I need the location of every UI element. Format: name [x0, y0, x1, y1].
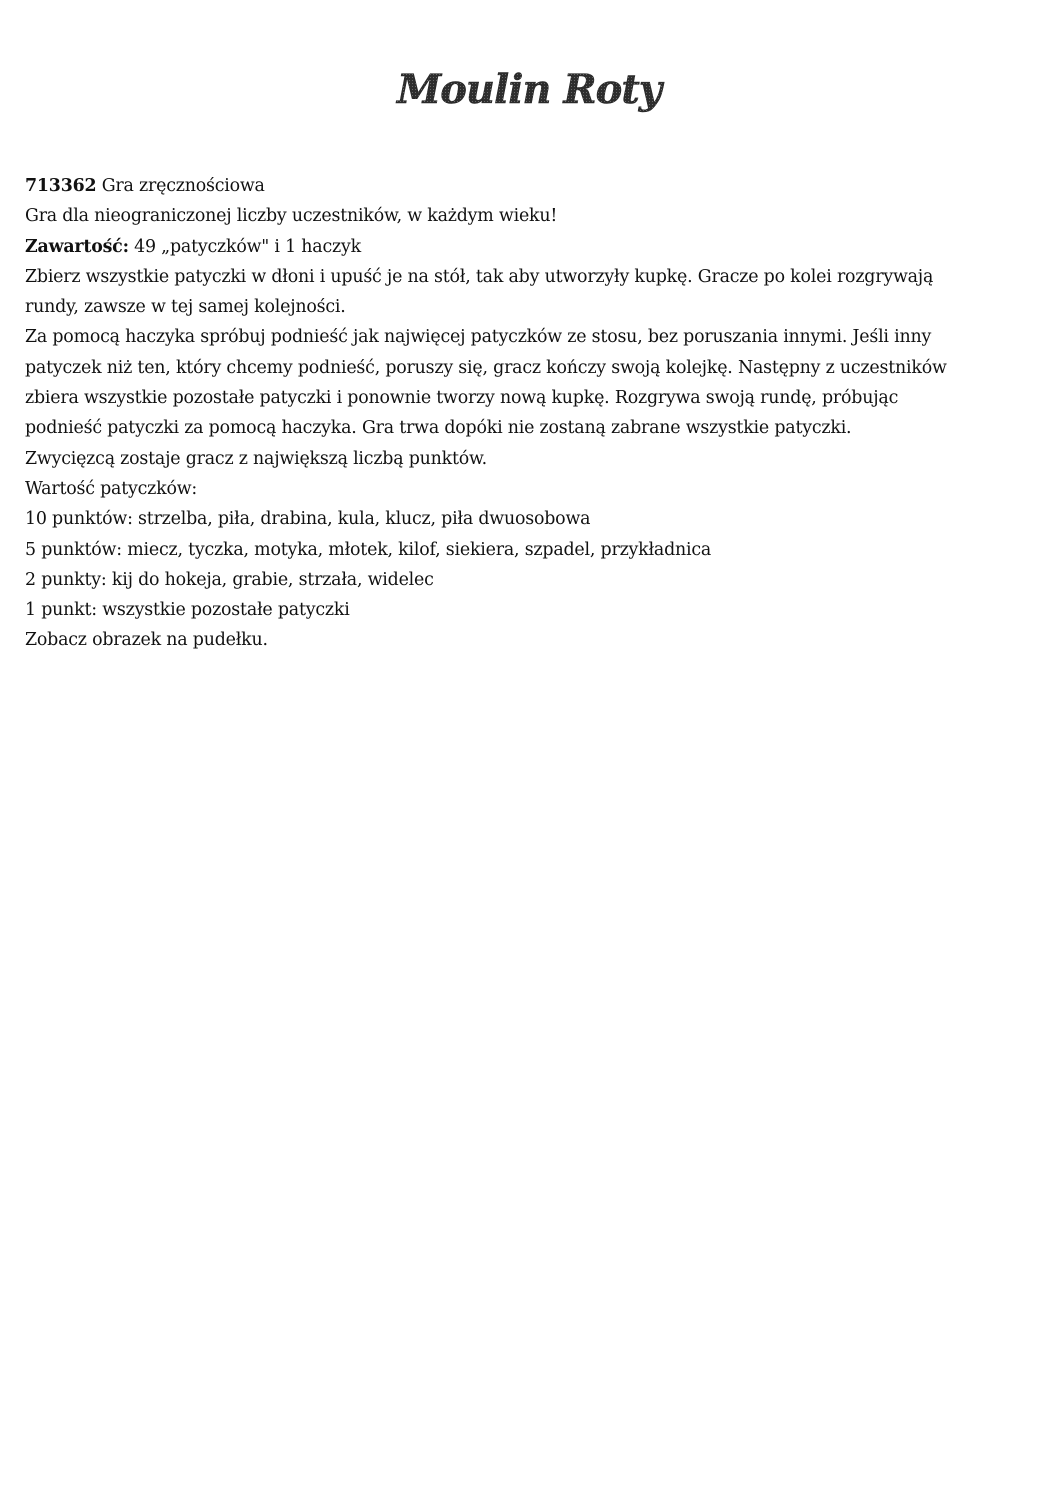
rules-paragraph-2-line-1: Za pomocą haczyka spróbuj podnieść jak najwięcej patyczków ze stosu, bez poruszania innymi. Jeśli inny — [25, 327, 932, 348]
contents-line — [25, 232, 1035, 262]
values-heading: Wartość patyczków: — [25, 478, 198, 499]
contents-value: 49 „patyczków" i 1 haczyk — [128, 236, 361, 257]
subtitle-line: Gra dla nieograniczonej liczby uczestników, w każdym wieku! — [25, 206, 558, 227]
winner-line: Zwycięzcą zostaje gracz z największą liczbą punktów. — [25, 448, 487, 469]
rules-paragraph-1-line-1: Zbierz wszystkie patyczki w dłoni i upuść je na stół, tak aby utworzyły kupkę. Gracze po kolei rozgrywają — [25, 266, 934, 287]
rules-paragraph-2-line-3: zbiera wszystkie pozostałe patyczki i ponownie tworzy nową kupkę. Rozgrywa swoją rundę, próbując — [25, 388, 899, 409]
value-line-5-points: 5 punktów: miecz, tyczka, motyka, młotek, kilof, siekiera, szpadel, przykładnica — [25, 539, 712, 560]
contents-label: Zawartość: — [25, 236, 129, 257]
value-line-1-point: 1 punkt: wszystkie pozostałe patyczki — [25, 600, 350, 621]
product-code: 713362 — [25, 176, 97, 196]
instruction-document — [25, 171, 1035, 656]
rules-paragraph-2-line-4: podnieść patyczki za pomocą haczyka. Gra trwa dopóki nie zostaną zabrane wszystkie patyczki. — [25, 418, 852, 439]
rules-paragraph-1-line-2: rundy, zawsze w tej samej kolejności. — [25, 297, 346, 318]
logo-wordmark: Moulin Roty — [396, 66, 662, 113]
product-title-line — [25, 171, 1035, 201]
product-name: Gra zręcznościowa — [96, 176, 265, 196]
closing-line: Zobacz obrazek na pudełku. — [25, 630, 268, 651]
value-line-10-points: 10 punktów: strzelba, piła, drabina, kula, klucz, piła dwuosobowa — [25, 509, 591, 530]
moulin-roty-logo — [366, 58, 692, 128]
rules-paragraph-2-line-2: patyczek niż ten, który chcemy podnieść, poruszy się, gracz kończy swoją kolejkę. Następny z uczestników — [25, 357, 947, 378]
value-line-2-points: 2 punkty: kij do hokeja, grabie, strzała, widelec — [25, 569, 434, 590]
